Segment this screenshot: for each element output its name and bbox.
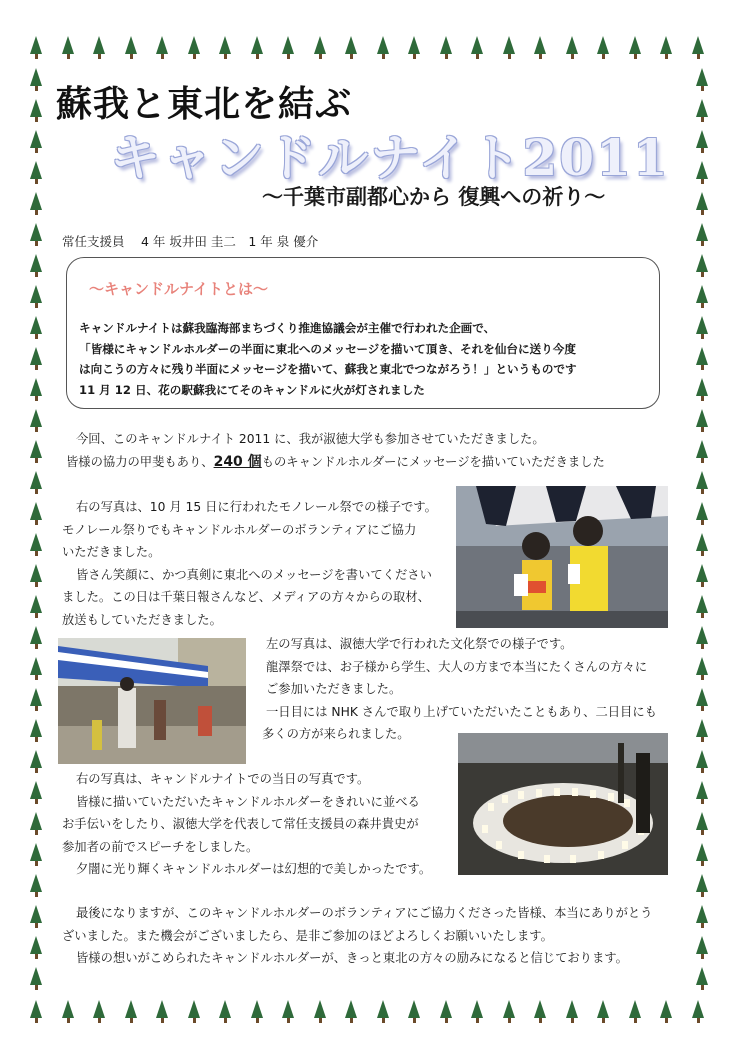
info-box-line: キャンドルナイトは蘇我臨海部まちづくり推進協議会が主催で行われた企画で、 [79,321,496,335]
tree-icon [251,1000,263,1018]
tree-icon [696,285,708,303]
section-line: 皆様に描いていただいたキャンドルホルダーをきれいに並べる [76,794,420,809]
tree-icon [597,36,609,54]
tree-icon [30,626,42,644]
tree-icon [534,1000,546,1018]
tree-icon [692,36,704,54]
tree-icon [30,657,42,675]
tree-icon [30,1000,42,1018]
tree-icon [125,36,137,54]
tree-icon [696,316,708,334]
tree-icon [696,812,708,830]
tree-icon [629,36,641,54]
section-school-festival [262,633,692,746]
tree-icon [93,36,105,54]
tree-icon [30,905,42,923]
closing-line: 最後になりますが、このキャンドルホルダーのボランティアにご協力くださった皆様、本当にありがとう [76,906,653,920]
tree-icon [660,36,672,54]
tree-icon [30,688,42,706]
tree-icon [30,347,42,365]
tree-icon [471,36,483,54]
intro-line: 今回、このキャンドルナイト 2011 に、我が淑徳大学も参加させていただきました。 [76,432,545,446]
tree-icon [534,36,546,54]
tree-icon [696,502,708,520]
info-box-heading: 〜キャンドルナイトとは〜 [89,280,268,298]
tree-icon [30,533,42,551]
tree-icon [696,688,708,706]
tree-icon [30,471,42,489]
tree-icon [440,1000,452,1018]
section-line: 参加者の前でスピーチをしました。 [62,839,259,854]
tree-icon [30,967,42,985]
page-title: 蘇我と東北を結ぶ [56,83,353,125]
info-box-line: 「皆様にキャンドルホルダーの半面に東北へのメッセージを描いて頂き、それを仙台に送り今度 [79,341,576,356]
tree-icon [30,440,42,458]
tree-icon [696,657,708,675]
tree-icon [696,192,708,210]
closing-line: 皆様の想いがこめられたキャンドルホルダーが、きっと東北の方々の励みになると信じております。 [76,951,628,965]
tree-icon [377,36,389,54]
tree-icon [62,1000,74,1018]
tree-icon [408,36,420,54]
tree-icon [696,750,708,768]
tree-icon [408,1000,420,1018]
tree-icon [282,1000,294,1018]
section-line: お手伝いをしたり、淑徳大学を代表して常任支援員の森井貴史が [62,817,419,831]
tree-icon [696,781,708,799]
tree-icon [696,254,708,272]
tree-icon [30,316,42,334]
info-box [66,257,660,409]
tree-icon [440,36,452,54]
tree-icon [696,223,708,241]
tree-icon [30,719,42,737]
section-line: 夕闇に光り輝くキャンドルホルダーは幻想的で美しかったです。 [76,862,432,876]
tree-icon [696,440,708,458]
info-box-line: 11 月 12 日、花の駅蘇我にてそのキャンドルに火が灯されました [79,382,425,397]
tree-icon [597,1000,609,1018]
tree-icon [30,36,42,54]
tree-icon [30,750,42,768]
holder-count: 240 個 [213,453,262,470]
info-box-line: は向こうの方々に残り半面にメッセージを描いて、蘇我と東北でつながろう！」というものです [79,362,577,376]
section-candle-night [62,768,454,881]
intro-line [66,451,686,474]
section-monorail [62,496,454,631]
tree-icon [219,1000,231,1018]
tree-icon [30,378,42,396]
photo-monorail-festival [456,486,668,628]
tree-icon [696,564,708,582]
tree-icon [30,874,42,892]
tree-icon [30,285,42,303]
tree-icon [30,161,42,179]
tree-icon [30,564,42,582]
tree-icon [30,223,42,241]
tree-icon [696,99,708,117]
tree-icon [503,1000,515,1018]
section-line: ました。この日は千葉日報さんなど、メディアの方々からの取材、 [62,590,430,604]
tree-icon [30,843,42,861]
info-box-body [79,318,654,400]
tree-icon [30,781,42,799]
tree-icon [692,1000,704,1018]
tree-icon [156,36,168,54]
tree-icon [696,161,708,179]
tree-icon [30,502,42,520]
tree-icon [503,36,515,54]
photo-candle-night [458,733,668,875]
section-line: モノレール祭りでもキャンドルホルダーのボランティアにご協力 [62,522,417,537]
section-line: 一日目には NHK さんで取り上げていただいたこともあり、二日目にも [266,704,657,719]
closing-line: ざいました。また機会がございましたら、是非ご参加のほどよろしくお願いいたします。 [62,928,553,943]
closing-paragraph [62,902,702,970]
tree-icon [696,68,708,86]
tree-icon [30,936,42,954]
tree-icon [156,1000,168,1018]
intro-text: ものキャンドルホルダーにメッセージを描いていただきました [261,454,605,469]
tree-icon [660,1000,672,1018]
tree-icon [345,36,357,54]
page-subtitle: 〜千葉市副都心から 復興への祈り〜 [262,184,606,209]
tree-icon [30,68,42,86]
tree-icon [696,378,708,396]
tree-icon [30,192,42,210]
tree-icon [93,1000,105,1018]
tree-icon [314,36,326,54]
tree-icon [696,471,708,489]
tree-icon [696,967,708,985]
section-line: 龍澤祭では、お子様から学生、大人の方まで本当にたくさんの方々に [266,659,648,674]
tree-icon [30,130,42,148]
tree-icon [566,1000,578,1018]
tree-icon [188,36,200,54]
tree-icon [696,409,708,427]
tree-icon [219,36,231,54]
tree-icon [30,812,42,830]
section-line: 左の写真は、淑徳大学で行われた文化祭での様子です。 [266,637,573,651]
tree-icon [314,1000,326,1018]
tree-icon [30,595,42,613]
intro-paragraph [66,428,686,473]
tree-icon [696,874,708,892]
tree-icon [629,1000,641,1018]
tree-icon [471,1000,483,1018]
photo-school-festival [58,638,246,764]
page-title-decorative: キャンドルナイト2011 [110,128,670,187]
tree-icon [30,254,42,272]
tree-icon [566,36,578,54]
tree-icon [696,626,708,644]
tree-icon [696,130,708,148]
tree-icon [251,36,263,54]
section-line: 多くの方が来られました。 [262,727,410,741]
section-line: 右の写真は、10 月 15 日に行われたモノレール祭での様子です。 [76,500,437,514]
tree-icon [696,595,708,613]
tree-icon [345,1000,357,1018]
tree-icon [696,843,708,861]
tree-icon [188,1000,200,1018]
section-line: 右の写真は、キャンドルナイトでの当日の写真です。 [76,772,370,786]
tree-icon [62,36,74,54]
authors-line: 常任支援員 4 年 坂井田 圭二 1 年 泉 優介 [62,234,319,249]
tree-icon [282,36,294,54]
intro-text: 皆様の協力の甲斐もあり、 [66,454,214,469]
tree-icon [125,1000,137,1018]
tree-icon [696,533,708,551]
tree-icon [30,99,42,117]
tree-icon [377,1000,389,1018]
section-line: いただきました。 [62,545,161,559]
tree-icon [696,347,708,365]
section-line: 皆さん笑顔に、かつ真剣に東北へのメッセージを書いてください [76,567,432,582]
section-line: ご参加いただきました。 [266,682,402,696]
tree-icon [696,719,708,737]
tree-icon [30,409,42,427]
section-line: 放送もしていただきました。 [62,612,222,627]
